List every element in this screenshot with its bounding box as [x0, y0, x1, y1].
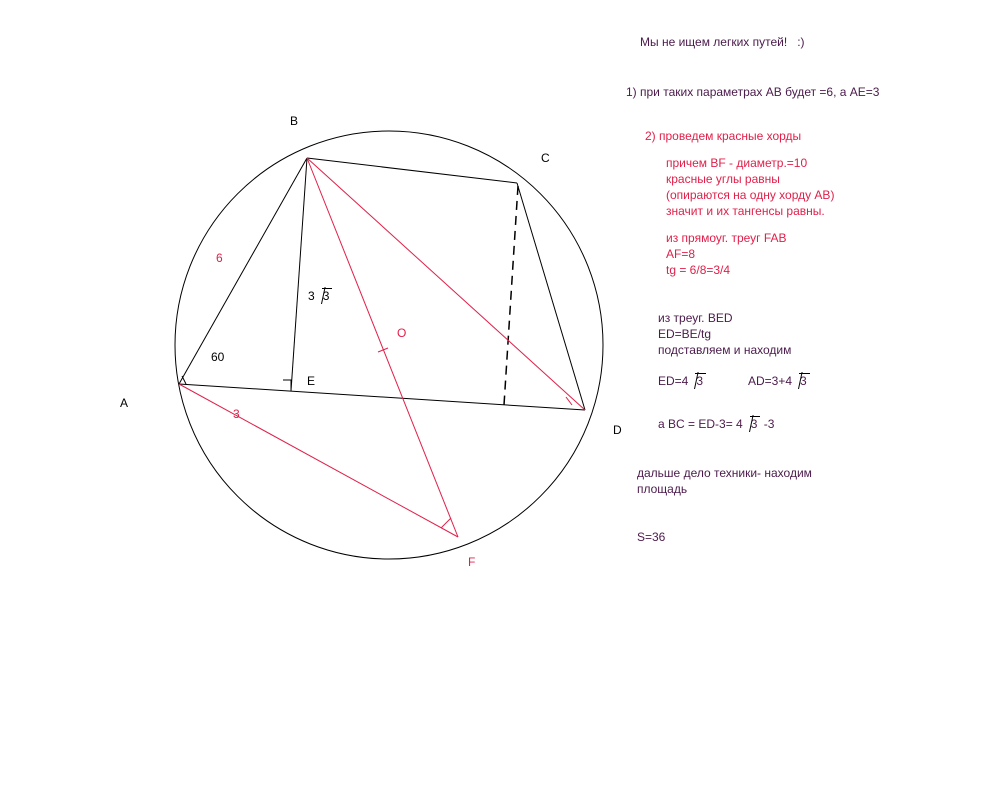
chord-bf — [307, 158, 458, 537]
red-angle-mark-d — [566, 397, 572, 405]
red-line — [666, 219, 834, 230]
smile-text: :) — [797, 35, 805, 49]
red-line: (опираются на одну хорду АВ) — [666, 188, 835, 202]
label-o: O — [397, 326, 407, 340]
bc-formula — [658, 416, 774, 432]
angle-mark-a — [182, 376, 186, 384]
red-line: значит и их тангенсы равны. — [666, 204, 825, 218]
bc-prefix: а BC = ED-3= 4 — [658, 417, 743, 431]
red-line: из прямоуг. треуг FAB — [666, 231, 787, 245]
title-text: Мы не ищем легких путей! — [640, 35, 788, 49]
final-line: дальше дело техники- находим — [637, 466, 812, 480]
step-1: 1) при таких параметрах АВ будет =6, а АЕ=3 — [626, 85, 880, 99]
sqrt-sign — [793, 373, 810, 389]
red-line: причем BF - диаметр.=10 — [666, 156, 808, 170]
label-e: E — [307, 374, 316, 388]
bc-root: 3 — [750, 416, 761, 431]
label-side-ab: 6 — [216, 251, 223, 265]
segment-cd — [517, 183, 585, 410]
be-coefficient: 3 — [308, 289, 315, 303]
ad-prefix: AD=3+4 — [748, 374, 793, 388]
label-be — [308, 288, 332, 304]
notes-title — [640, 34, 805, 50]
be-root: 3 — [322, 288, 333, 303]
sqrt-sign — [689, 373, 706, 389]
dashed-perpendicular — [504, 186, 518, 405]
red-line: AF=8 — [666, 247, 696, 261]
chord-bd — [307, 158, 585, 410]
circumcircle — [175, 131, 603, 559]
segment-be — [291, 158, 307, 391]
label-f: F — [468, 555, 476, 569]
red-line: красные углы равны — [666, 172, 780, 186]
chord-af — [179, 384, 458, 537]
segment-ab — [179, 158, 307, 384]
label-d: D — [613, 423, 622, 437]
red-angle-mark-f — [441, 518, 451, 528]
bed-line: подставляем и находим — [658, 343, 792, 357]
bc-suffix: -3 — [760, 417, 775, 431]
ed-prefix: ED=4 — [658, 374, 689, 388]
area-result: S=36 — [637, 530, 666, 544]
label-a: A — [120, 396, 129, 410]
ad-root: 3 — [799, 373, 810, 388]
sqrt-sign — [316, 288, 333, 304]
label-b: B — [290, 114, 299, 128]
bed-line: ED=BE/tg — [658, 327, 712, 341]
right-angle-mark-e — [283, 380, 291, 390]
ed-root: 3 — [695, 373, 706, 388]
ed-formula — [658, 373, 706, 389]
label-side-af: 3 — [233, 407, 240, 421]
final-line: площадь — [637, 482, 688, 496]
ad-formula — [748, 373, 810, 389]
step-2: 2) проведем красные хорды — [645, 129, 802, 143]
label-angle-a: 60 — [211, 350, 225, 364]
bed-line: из треуг. BED — [658, 311, 733, 325]
bed-notes — [658, 310, 791, 358]
red-line: tg = 6/8=3/4 — [666, 263, 731, 277]
label-c: C — [541, 151, 550, 165]
final-notes — [637, 465, 812, 497]
sqrt-sign — [744, 416, 761, 432]
segment-bc — [307, 158, 517, 183]
red-notes — [666, 155, 834, 278]
